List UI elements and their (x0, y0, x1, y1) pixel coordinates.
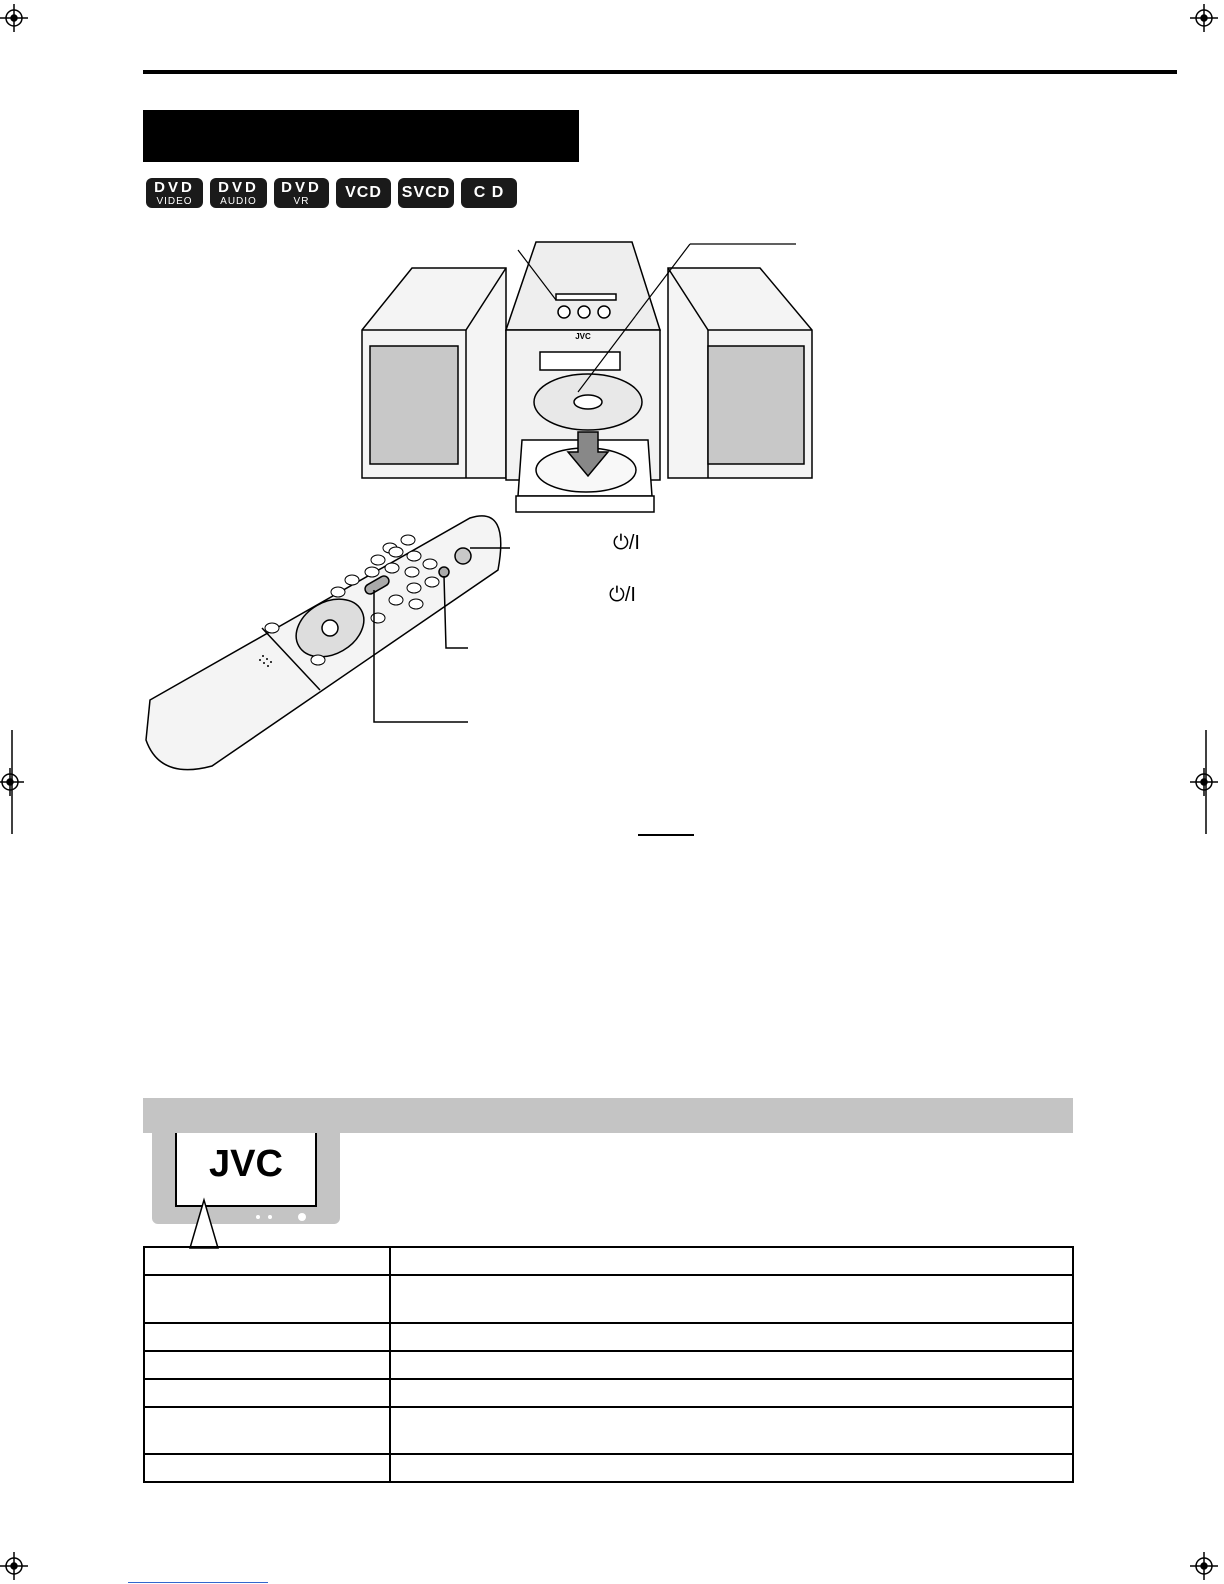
badge-dvd-vr: DVD VR (274, 178, 329, 208)
tip-header-band (143, 1098, 1073, 1133)
page-reference-underline (638, 834, 694, 836)
table-row (144, 1275, 1073, 1323)
svg-text:JVC: JVC (209, 1143, 283, 1185)
remote-control (146, 516, 501, 770)
table-row (144, 1247, 1073, 1275)
svg-text:JVC: JVC (575, 332, 591, 341)
badge-svcd: SVCD (398, 178, 454, 208)
table-row (144, 1379, 1073, 1407)
badge-dvd-audio: DVD AUDIO (210, 178, 267, 208)
right-speaker (668, 268, 812, 478)
left-speaker (362, 268, 506, 478)
power-label-2: ⏻/I (609, 584, 636, 606)
message-table (143, 1246, 1074, 1483)
table-row (144, 1323, 1073, 1351)
badge-dvd-video: DVD VIDEO (146, 178, 203, 208)
footer-link-underline (128, 1582, 268, 1583)
power-label-1: ⏻/I (613, 532, 640, 554)
table-row (144, 1407, 1073, 1454)
table-row (144, 1351, 1073, 1379)
badge-cd: C D (461, 178, 517, 208)
main-unit (506, 242, 660, 512)
table-row (144, 1454, 1073, 1482)
badge-vcd: VCD (336, 178, 391, 208)
